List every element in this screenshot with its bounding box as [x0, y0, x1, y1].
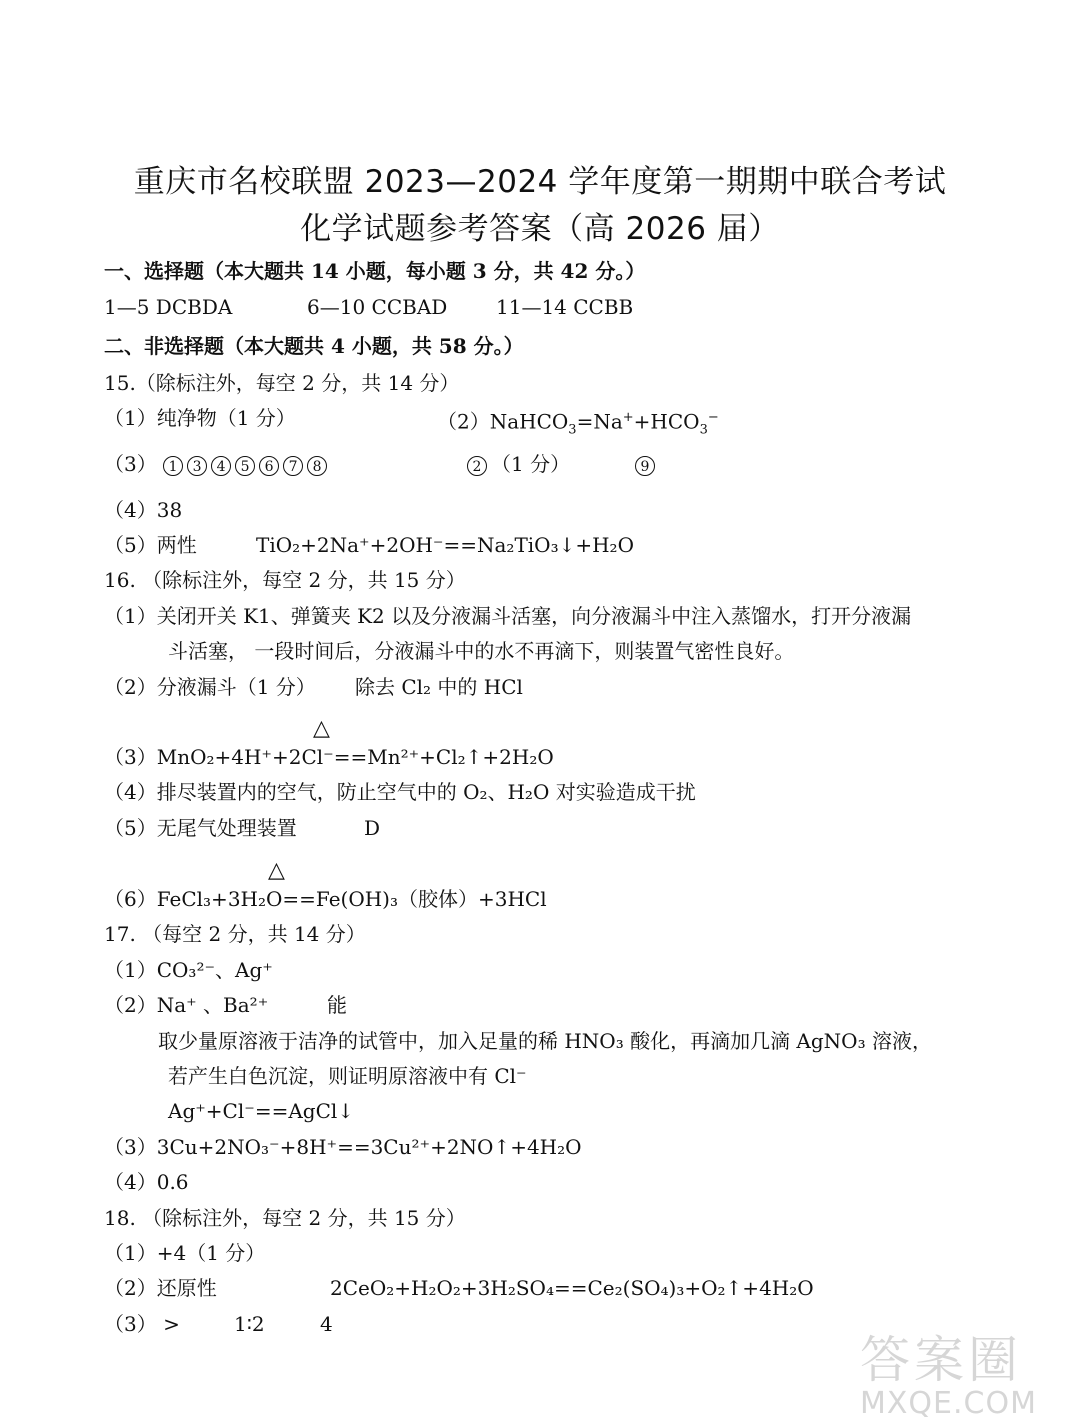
q16-p1-line1: （1）关闭开关 K1、弹簧夹 K2 以及分液漏斗活塞，向分液漏斗中注入蒸馏水，打开分液漏	[104, 604, 912, 628]
q15-p5-label: （5）两性	[104, 533, 197, 557]
q16-p5b: D	[364, 816, 381, 840]
q17-p2b: 能	[327, 993, 347, 1017]
section-2-heading: 二、非选择题（本大题共 4 小题，共 58 分。）	[104, 334, 524, 358]
q17-p4: （4）0.6	[104, 1170, 189, 1194]
q17-header: 17. （每空 2 分，共 14 分）	[104, 922, 366, 946]
q15-p2-tail: +HCO	[633, 409, 700, 434]
circled-number: 1	[163, 456, 183, 476]
q15-p3-label: （3）	[104, 452, 157, 476]
q15-p2: $(2)NaHCO_3=Na^++HCO_3^-$	[437, 409, 719, 438]
q18-p3c: 4	[320, 1312, 333, 1336]
circled-number: 4	[211, 456, 231, 476]
q17-p2-line2: 若产生白色沉淀，则证明原溶液中有 Cl⁻	[168, 1064, 527, 1088]
watermark-cn: 答案圈	[860, 1331, 1022, 1389]
q17-p2a: （2）Na⁺ 、Ba²⁺	[104, 993, 269, 1017]
q15-p3-score: （1 分）	[491, 452, 571, 476]
q16-p4: （4）排尽装置内的空气，防止空气中的 O₂、H₂O 对实验造成干扰	[104, 780, 696, 804]
q18-header: 18. （除标注外，每空 2 分，共 15 分）	[104, 1206, 466, 1230]
mc-answers-1-5: 1—5 DCBDA	[104, 295, 233, 319]
q15-p2-label: （2）NaHCO	[437, 409, 569, 434]
q15-p3	[104, 451, 331, 477]
title-line-2: 化学试题参考答案（高 2026 届）	[300, 211, 780, 247]
q18-p3a: （3） >	[104, 1312, 180, 1336]
circled-number: 3	[187, 456, 207, 476]
q18-p2b: 2CeO₂+H₂O₂+3H₂SO₄==Ce₂(SO₄)₃+O₂↑+4H₂O	[330, 1276, 814, 1300]
q17-p1: （1）CO₃²⁻、Ag⁺	[104, 958, 273, 982]
q17-p2-line1: 取少量原溶液于洁净的试管中，加入足量的稀 HNO₃ 酸化，再滴加几滴 AgNO₃ 溶液，	[158, 1029, 932, 1053]
q18-p2a: （2）还原性	[104, 1276, 217, 1300]
q16-header: 16. （除标注外，每空 2 分，共 15 分）	[104, 568, 466, 592]
q15-p5-equation: TiO₂+2Na⁺+2OH⁻==Na₂TiO₃↓+H₂O	[256, 533, 634, 557]
circled-number: 6	[259, 456, 279, 476]
q15-p3-third	[635, 451, 659, 477]
q16-p1-line2: 斗活塞， 一段时间后，分液漏斗中的水不再滴下，则装置气密性良好。	[168, 639, 795, 663]
circled-number: 8	[307, 456, 327, 476]
heat-triangle-icon: △	[313, 716, 330, 741]
q15-header: 15.（除标注外，每空 2 分，共 14 分）	[104, 371, 460, 395]
q16-p5a: （5）无尾气处理装置	[104, 816, 297, 840]
mc-answers-11-14: 11—14 CCBB	[496, 295, 634, 319]
q16-p2b: 除去 Cl₂ 中的 HCl	[355, 675, 523, 699]
q17-p2-line3: Ag⁺+Cl⁻==AgCl↓	[168, 1099, 355, 1123]
title-line-1: 重庆市名校联盟 2023—2024 学年度第一期期中联合考试	[133, 164, 947, 200]
circled-number: 7	[283, 456, 303, 476]
circled-number: 5	[235, 456, 255, 476]
q15-p3-second	[467, 451, 570, 477]
q15-p2-eq: =Na	[576, 409, 623, 434]
q17-p3: （3）3Cu+2NO₃⁻+8H⁺==3Cu²⁺+2NO↑+4H₂O	[104, 1135, 582, 1159]
circled-number: 9	[635, 456, 655, 476]
q15-p1: （1）纯净物（1 分）	[104, 406, 296, 430]
watermark	[860, 1332, 1060, 1422]
q16-p3: （3）MnO₂+4H⁺+2Cl⁻==Mn²⁺+Cl₂↑+2H₂O	[104, 745, 554, 769]
mc-answers-6-10: 6—10 CCBAD	[307, 295, 448, 319]
q16-p2a: （2）分液漏斗（1 分）	[104, 675, 316, 699]
q15-p4: （4）38	[104, 498, 183, 522]
watermark-url: MXQE.COM	[860, 1386, 1037, 1421]
q16-p6: （6）FeCl₃+3H₂O==Fe(OH)₃（胶体）+3HCl	[104, 887, 547, 911]
circled-number: 2	[467, 456, 487, 476]
heat-triangle-icon: △	[268, 858, 285, 883]
section-1-heading: 一、选择题（本大题共 14 小题，每小题 3 分，共 42 分。）	[104, 259, 646, 283]
q18-p1: （1）+4（1 分）	[104, 1241, 266, 1265]
q18-p3b: 1∶2	[234, 1312, 265, 1336]
